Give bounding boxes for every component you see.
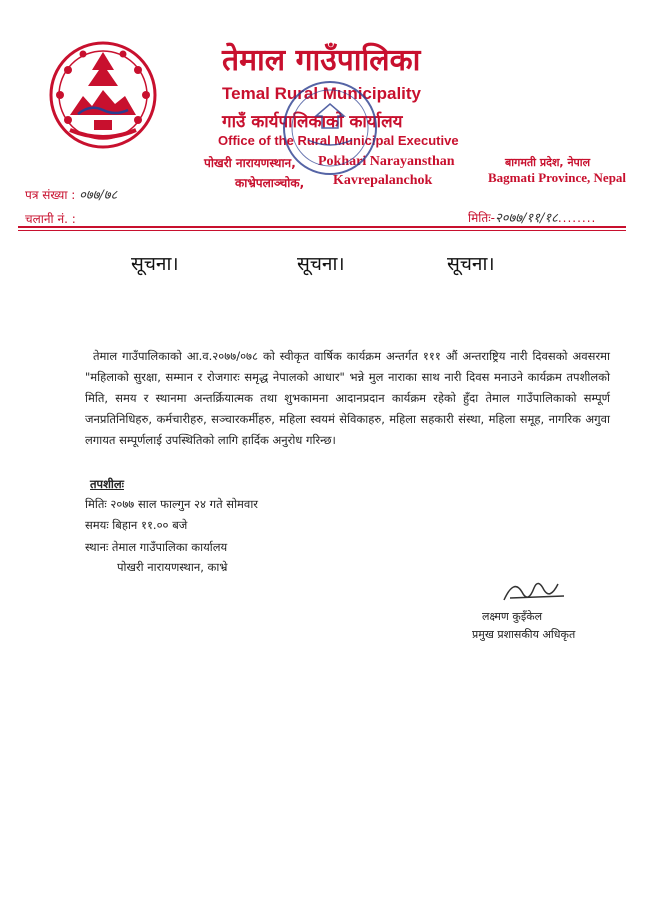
- government-emblem-icon: [48, 40, 158, 150]
- notice-heading-2: सूचना।: [297, 253, 345, 275]
- event-place: स्थानः तेमाल गाउँपालिका कार्यालय: [85, 540, 228, 554]
- letter-date-dots: ........: [557, 211, 597, 225]
- letter-date-value: २०७७/११/१८: [495, 211, 558, 226]
- signatory-name: लक्ष्मण कुइँकेल: [482, 610, 543, 623]
- letter-date: [468, 208, 596, 226]
- office-name-english: Office of the Rural Municipal Executive: [218, 133, 459, 148]
- municipality-name-english: Temal Rural Municipality: [222, 84, 422, 103]
- header-divider-thin: [18, 230, 626, 231]
- signatory-title: प्रमुख प्रशासकीय अधिकृत: [472, 628, 576, 641]
- signature-icon: [500, 574, 570, 608]
- district-english: Kavrepalanchok: [333, 173, 433, 188]
- details-heading: तपशीलः: [90, 477, 125, 491]
- header-divider: [18, 226, 626, 228]
- letter-date-label: मितिः-: [468, 211, 495, 225]
- event-place-address: पोखरी नारायणस्थान, काभ्रे: [117, 560, 228, 574]
- notice-heading-3: सूचना।: [447, 253, 495, 275]
- event-time: समयः बिहान ११.०० बजे: [85, 518, 188, 532]
- official-stamp-icon: [280, 78, 380, 178]
- letter-number: [25, 185, 117, 203]
- municipality-name-nepali: तेमाल गाउँपालिका: [222, 43, 421, 78]
- district-nepali: काभ्रेपलाञ्चोक,: [235, 176, 305, 190]
- letter-number-value: ०७७/७८: [79, 188, 118, 203]
- notice-body-paragraph: तेमाल गाउँपालिकाको आ.व.२०७७/०७८ को स्वीकृत वार्षिक कार्यक्रम अन्तर्गत १११ औं अन्तराष्ट्रिय नारी दिवसको अवसरमा "महिलाको सुरक्षा, सम्मान र रोजगारः समृद्ध नेपालको आधार" भन्ने मुल नाराका साथ नारी दिवस मनाउने कार्यक्रम तपशीलको मिति, समय र स्थानमा अन्तर्क्रियात्मक तथा शुभकामना आदानप्रदान कार्यक्रम रहेको हुँदा तेमाल गाउँपालिकाको सम्पूर्ण जनप्रतिनिधिहरु, कर्मचारीहरु, सञ्चारकर्मीहरु, महिला स्वयमं सेविकाहरु, महिला सहकारी संस्था, महिला समूह, नागरिक अगुवा लगायत सम्पूर्णलाई उपस्थितिको लागि हार्दिक अनुरोध गरिन्छ।: [85, 349, 610, 447]
- chalani-number: [25, 210, 76, 227]
- province-nepali: बागमती प्रदेश, नेपाल: [505, 156, 591, 169]
- letter-number-label: पत्र संख्या :: [25, 188, 76, 202]
- notice-heading-1: सूचना।: [131, 253, 179, 275]
- event-date: मितिः २०७७ साल फाल्गुन २४ गते सोमवार: [85, 497, 258, 511]
- address-english: Pokhari Narayansthan: [318, 154, 455, 169]
- chalani-number-label: चलानी नं. :: [25, 212, 76, 226]
- province-english: Bagmati Province, Nepal: [488, 170, 627, 185]
- office-name-nepali: गाउँ कार्यपालिकाको कार्यालय: [222, 112, 403, 132]
- address-nepali: पोखरी नारायणस्थान,: [204, 156, 296, 170]
